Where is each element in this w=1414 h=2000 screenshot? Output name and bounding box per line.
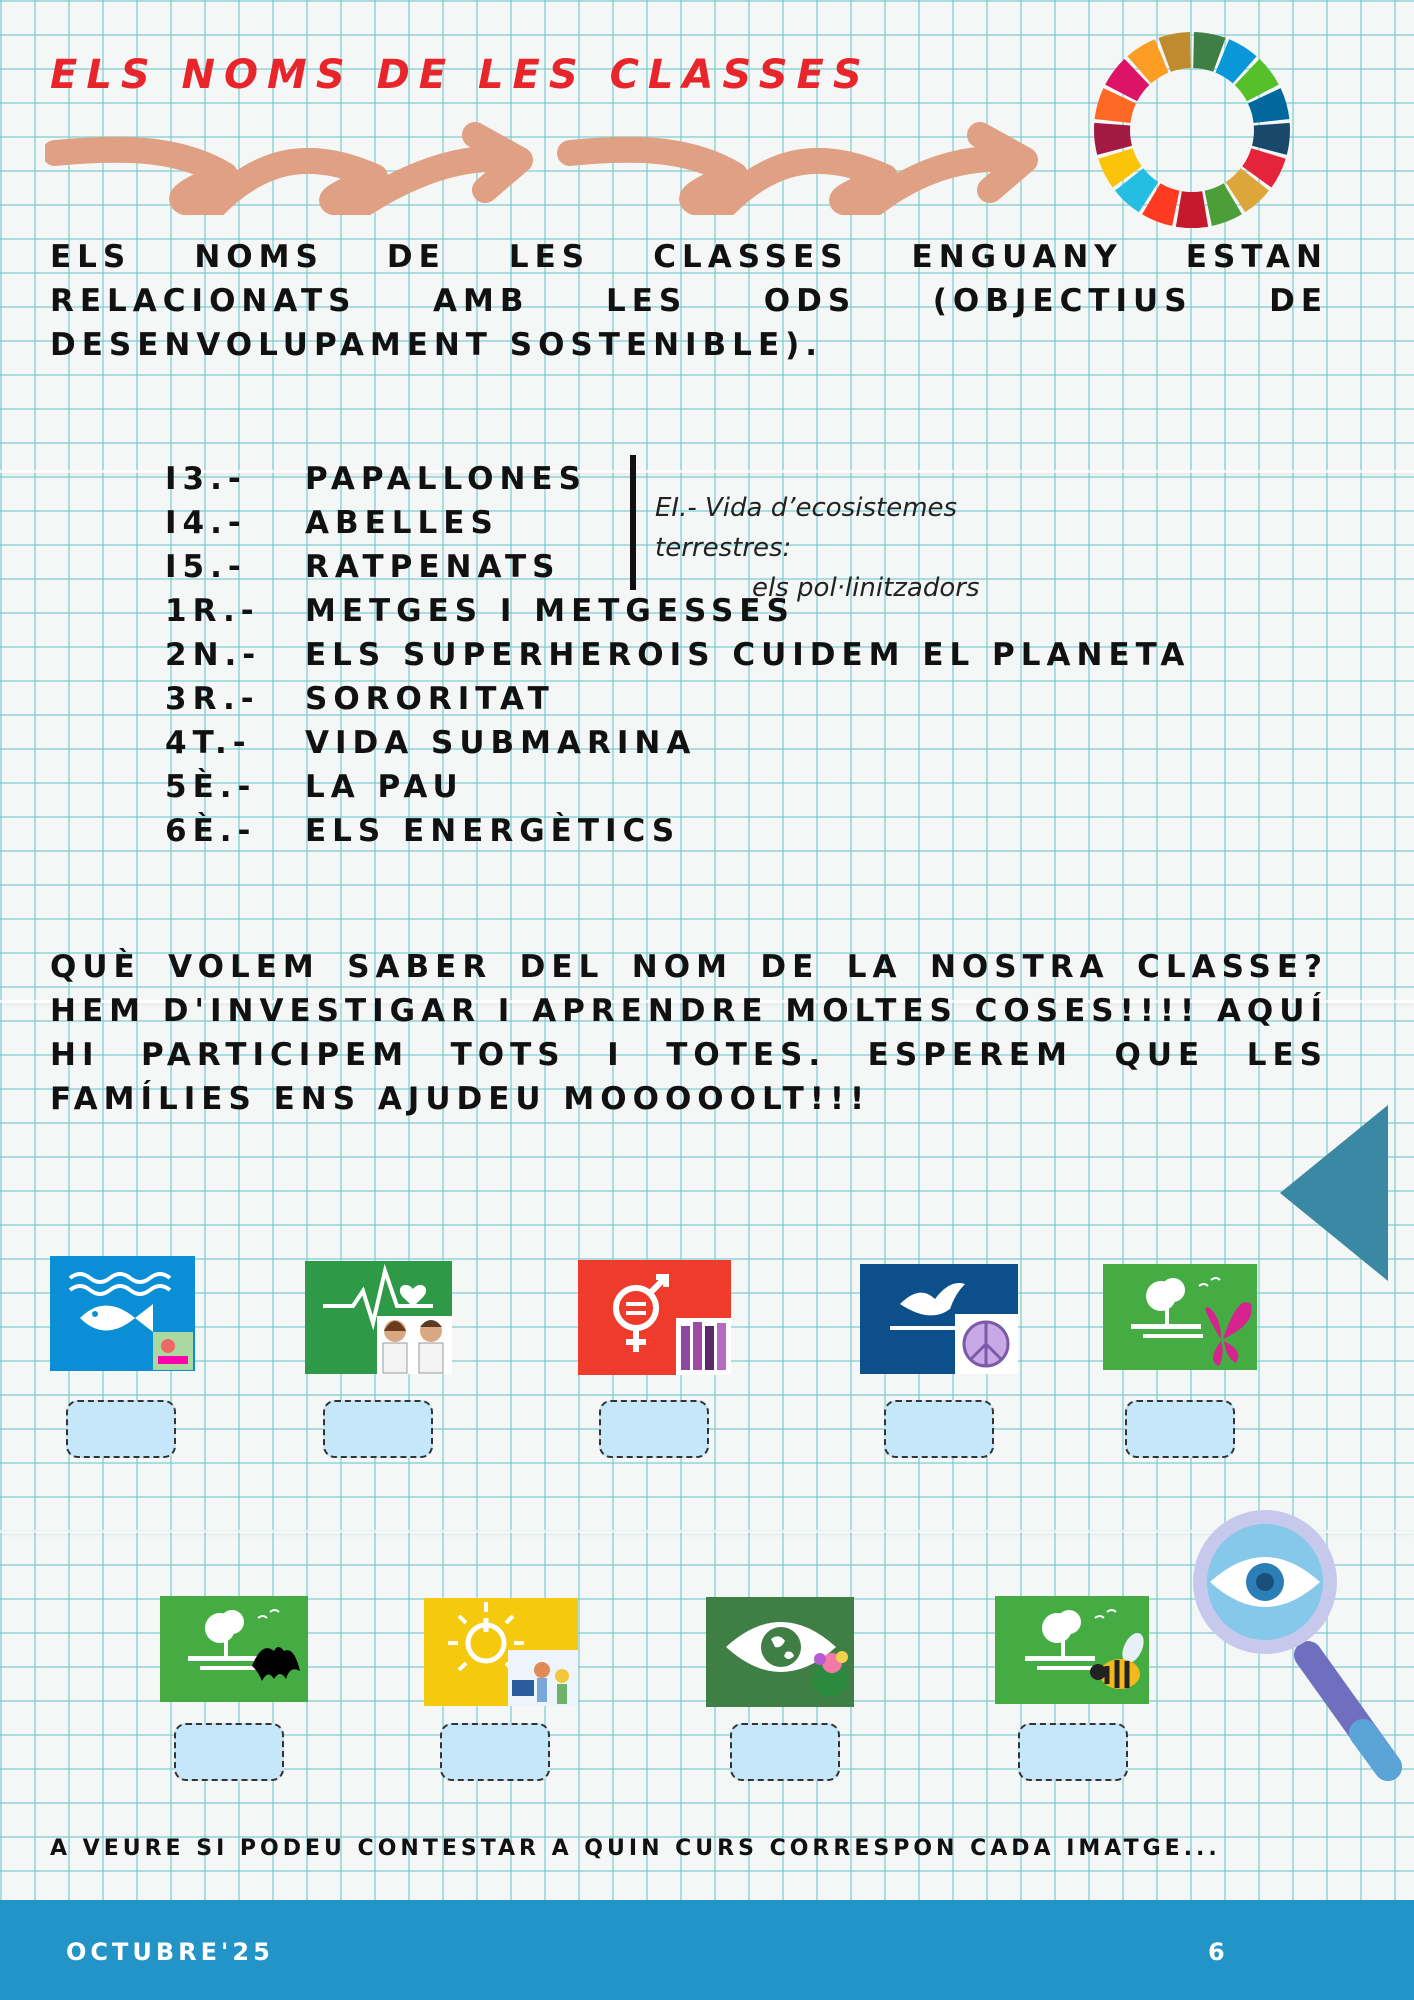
sdg-good-health-icon xyxy=(305,1261,452,1374)
zigzag-arrows-decoration xyxy=(45,115,1045,215)
list-item: I4.- ABELLES xyxy=(165,505,499,541)
list-item: I5.- RATPENATS xyxy=(165,549,561,585)
list-item: 6È.- ELS ENERGÈTICS xyxy=(165,813,681,849)
footer-bar xyxy=(0,1900,1414,2000)
list-item: 2N.- ELS SUPERHEROIS CUIDEM EL PLANETA xyxy=(165,637,1191,673)
intro-text: ELS NOMS DE LES CLASSES ENGUANY ESTAN RELACIONATS AMB LES ODS (OBJECTIUS DE DESENVOLUPAMENT SOSTENIBLE). xyxy=(50,239,1328,363)
sdg-responsible-planet-icon xyxy=(706,1597,854,1707)
issue-date: OCTUBRE'25 xyxy=(66,1938,274,1966)
answer-box-3[interactable] xyxy=(599,1400,709,1458)
sdg-wheel-logo xyxy=(1092,30,1292,230)
sdg-life-on-land-bee-icon xyxy=(995,1596,1149,1704)
list-item: I3.- PAPALLONES xyxy=(165,461,587,497)
page-number: 6 xyxy=(1208,1938,1225,1966)
sdg-clean-energy-icon xyxy=(424,1598,578,1706)
answer-box-9[interactable] xyxy=(1018,1723,1128,1781)
question-text: QUÈ VOLEM SABER DEL NOM DE LA NOSTRA CLASSE? HEM D'INVESTIGAR I APRENDRE MOLTES COSES!!!! AQUÍ HI PARTICIPEM TOTS I TOTES. ESPEREM QUE LES FAMÍLIES ENS AJUDEU MOOOOOLT!!! xyxy=(50,949,1328,1117)
infantil-note: EI.- Vida d’ecosistemes terrestres: els pol·linitzadors xyxy=(655,493,980,603)
list-item: 1R.- METGES I METGESSES xyxy=(165,593,795,629)
answer-box-1[interactable] xyxy=(66,1400,176,1458)
sdg-peace-justice-icon xyxy=(860,1264,1018,1374)
answer-box-2[interactable] xyxy=(323,1400,433,1458)
list-item: 3R.- SORORITAT xyxy=(165,681,555,717)
answer-box-5[interactable] xyxy=(1125,1400,1235,1458)
list-item: 4T.- VIDA SUBMARINA xyxy=(165,725,697,761)
sdg-life-on-land-bat-icon xyxy=(160,1596,308,1702)
answer-box-7[interactable] xyxy=(440,1723,550,1781)
wheel-segment xyxy=(1252,123,1290,155)
wheel-segment xyxy=(1094,123,1132,155)
bracket-divider xyxy=(630,455,636,590)
page-title: ELS NOMS DE LES CLASSES xyxy=(50,52,871,98)
list-item: 5È.- LA PAU xyxy=(165,769,464,805)
sdg-life-below-water-icon xyxy=(50,1256,195,1371)
answer-box-4[interactable] xyxy=(884,1400,994,1458)
sdg-life-on-land-butterfly-icon xyxy=(1103,1264,1257,1370)
answer-box-6[interactable] xyxy=(174,1723,284,1781)
footer-prompt: A VEURE SI PODEU CONTESTAR A QUIN CURS CORRESPON CADA IMATGE... xyxy=(50,1836,1221,1861)
wheel-segment xyxy=(1176,191,1208,228)
triangle-decoration xyxy=(1280,1105,1388,1281)
answer-box-8[interactable] xyxy=(730,1723,840,1781)
magnifier-eye-icon xyxy=(1188,1505,1408,1785)
sdg-gender-equality-icon xyxy=(578,1260,731,1375)
